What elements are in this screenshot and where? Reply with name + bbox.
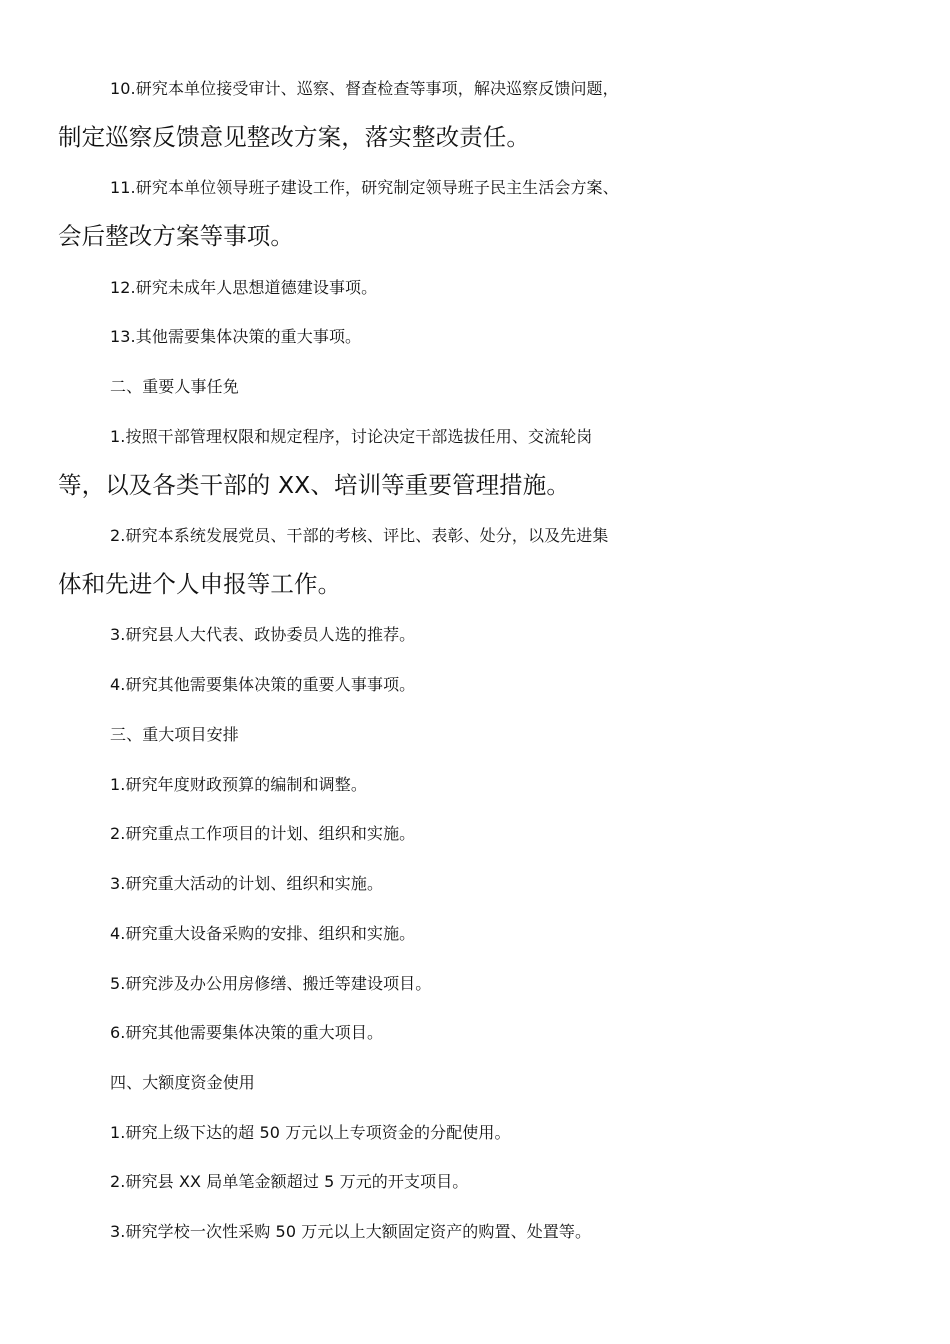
text-line: 1.研究年度财政预算的编制和调整。 — [110, 775, 367, 794]
text-line: 3.研究重大活动的计划、组织和实施。 — [110, 874, 384, 893]
text-line: 10.研究本单位接受审计、巡察、督查检查等事项，解决巡察反馈问题， — [110, 79, 619, 98]
text-line: 4.研究其他需要集体决策的重要人事事项。 — [110, 675, 416, 694]
text-line: 1.研究上级下达的超 50 万元以上专项资金的分配使用。 — [110, 1123, 511, 1142]
text-line: 2.研究县 XX 局单笔金额超过 5 万元的开支项目。 — [110, 1172, 469, 1191]
text-line: 制定巡察反馈意见整改方案，落实整改责任。 — [58, 123, 530, 151]
text-line: 11.研究本单位领导班子建设工作，研究制定领导班子民主生活会方案、 — [110, 178, 619, 197]
text-line: 13.其他需要集体决策的重大事项。 — [110, 327, 362, 346]
text-line: 等，以及各类干部的 XX、培训等重要管理措施。 — [58, 471, 570, 499]
text-line: 4.研究重大设备采购的安排、组织和实施。 — [110, 924, 416, 943]
text-line: 3.研究学校一次性采购 50 万元以上大额固定资产的购置、处置等。 — [110, 1222, 592, 1241]
text-line: 6.研究其他需要集体决策的重大项目。 — [110, 1023, 384, 1042]
text-line: 2.研究本系统发展党员、干部的考核、评比、表彰、处分，以及先进集 — [110, 526, 609, 545]
text-line: 2.研究重点工作项目的计划、组织和实施。 — [110, 824, 416, 843]
text-line: 12.研究未成年人思想道德建设事项。 — [110, 278, 378, 297]
section-heading: 三、重大项目安排 — [110, 725, 239, 744]
text-line: 1.按照干部管理权限和规定程序，讨论决定干部选拔任用、交流轮岗 — [110, 427, 593, 446]
text-line: 3.研究县人大代表、政协委员人选的推荐。 — [110, 625, 416, 644]
text-line: 会后整改方案等事项。 — [58, 222, 294, 250]
text-line: 体和先进个人申报等工作。 — [58, 570, 342, 598]
section-heading: 四、大额度资金使用 — [110, 1073, 255, 1092]
section-heading: 二、重要人事任免 — [110, 377, 239, 396]
text-line: 5.研究涉及办公用房修缮、搬迁等建设项目。 — [110, 974, 432, 993]
